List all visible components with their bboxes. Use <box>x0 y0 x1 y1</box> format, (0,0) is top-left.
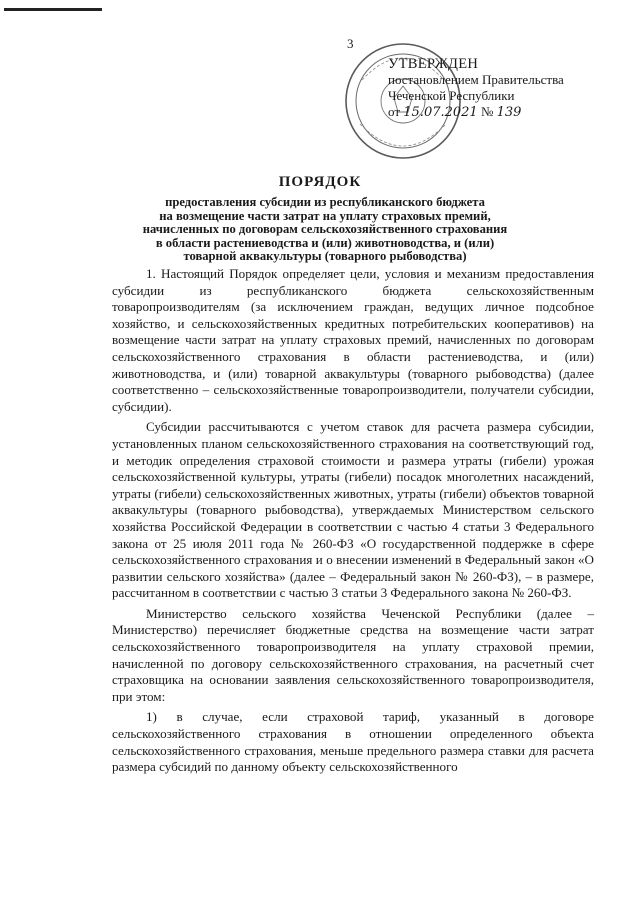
paragraph-1: 1. Настоящий Порядок определяет цели, условия и механизм предоставления субсидии из республиканского бюджета сельскохозяйственным товаропроизводителям (за исключением граждан, ведущих личное подсобное хозяйство, и сельскохозяйственных кредитных потребительских кооперативов) на возмещение части затрат на уплату страховых премий, начисленных по договорам сельскохозяйственного страхования в области растениеводства, и (или) животноводства, и (или) товарной аквакультуры (товарного рыбоводства) (далее соответственно – сельскохозяйственные товаропроизводители, получатели субсидии, субсидии). <box>112 266 594 414</box>
page-number: 3 <box>347 36 354 51</box>
approval-line-1: постановлением Правительства <box>388 72 564 87</box>
approval-date-line <box>388 104 564 121</box>
scan-edge-mark <box>4 8 102 11</box>
approval-stamp-block <box>388 56 564 121</box>
approval-heading: УТВЕРЖДЕН <box>388 56 479 72</box>
paragraph-4: 1) в случае, если страховой тариф, указанный в договоре сельскохозяйственного страхования в отношении определенного объекта сельскохозяйственного страхования, меньше предельного размера ставки для расчета размера субсидий по данному объекту сельскохозяйственного <box>112 709 594 775</box>
paragraph-3: Министерство сельского хозяйства Чеченской Республики (далее – Министерство) перечисляет бюджетные средства на возмещение части затрат сельскохозяйственного товаропроизводителя на уплату страховой премии, начисленной по договору сельскохозяйственного страхования, на расчетный счет страховщика на основании заявления сельскохозяйственного товаропроизводителя, при этом: <box>112 605 594 704</box>
date-prefix: от <box>388 104 401 119</box>
handwritten-date: 15.07.2021 <box>403 105 478 120</box>
handwritten-number: 139 <box>496 105 522 120</box>
subtitle-line: товарной аквакультуры (товарного рыбоводства) <box>183 249 467 264</box>
document-body <box>112 266 594 776</box>
subtitle-line: в области растениеводства и (или) животноводства, и (или) <box>155 235 495 250</box>
number-prefix: № <box>480 104 494 119</box>
subtitle-line: предоставления субсидии из республиканского бюджета <box>165 195 485 209</box>
subtitle-line: начисленных по договорам сельскохозяйственного страхования <box>142 222 508 237</box>
document-title: ПОРЯДОК <box>278 174 362 190</box>
subtitle-line: на возмещение части затрат на уплату страховых премий, <box>159 208 491 223</box>
approval-line-2: Чеченской Республики <box>388 88 515 103</box>
paragraph-2: Субсидии рассчитываются с учетом ставок для расчета размера субсидии, установленных планом сельскохозяйственного страхования на соответствующий год, и методик определения страховой стоимости и размера утраты (гибели) урожая сельскохозяйственной культуры, утраты (гибели) посадок многолетних насаждений, утраты (гибели) сельскохозяйственных животных, утраты (гибели) объектов товарной аквакультуры (товарного рыбоводства), утверждаемых Министерством сельского хозяйства Российской Федерации в соответствии с частью 4 статьи 3 Федерального закона от 25 июля 2011 года № 260-ФЗ «О государственной поддержке в сфере сельскохозяйственного страхования и о внесении изменений в Федеральный закон «О развитии сельского хозяйства» (далее – Федеральный закон № 260-ФЗ), – в размере, рассчитанном в соответствии с частью 3 статьи 3 Федерального закона № 260-ФЗ. <box>112 419 594 601</box>
document-subtitle <box>120 196 530 264</box>
